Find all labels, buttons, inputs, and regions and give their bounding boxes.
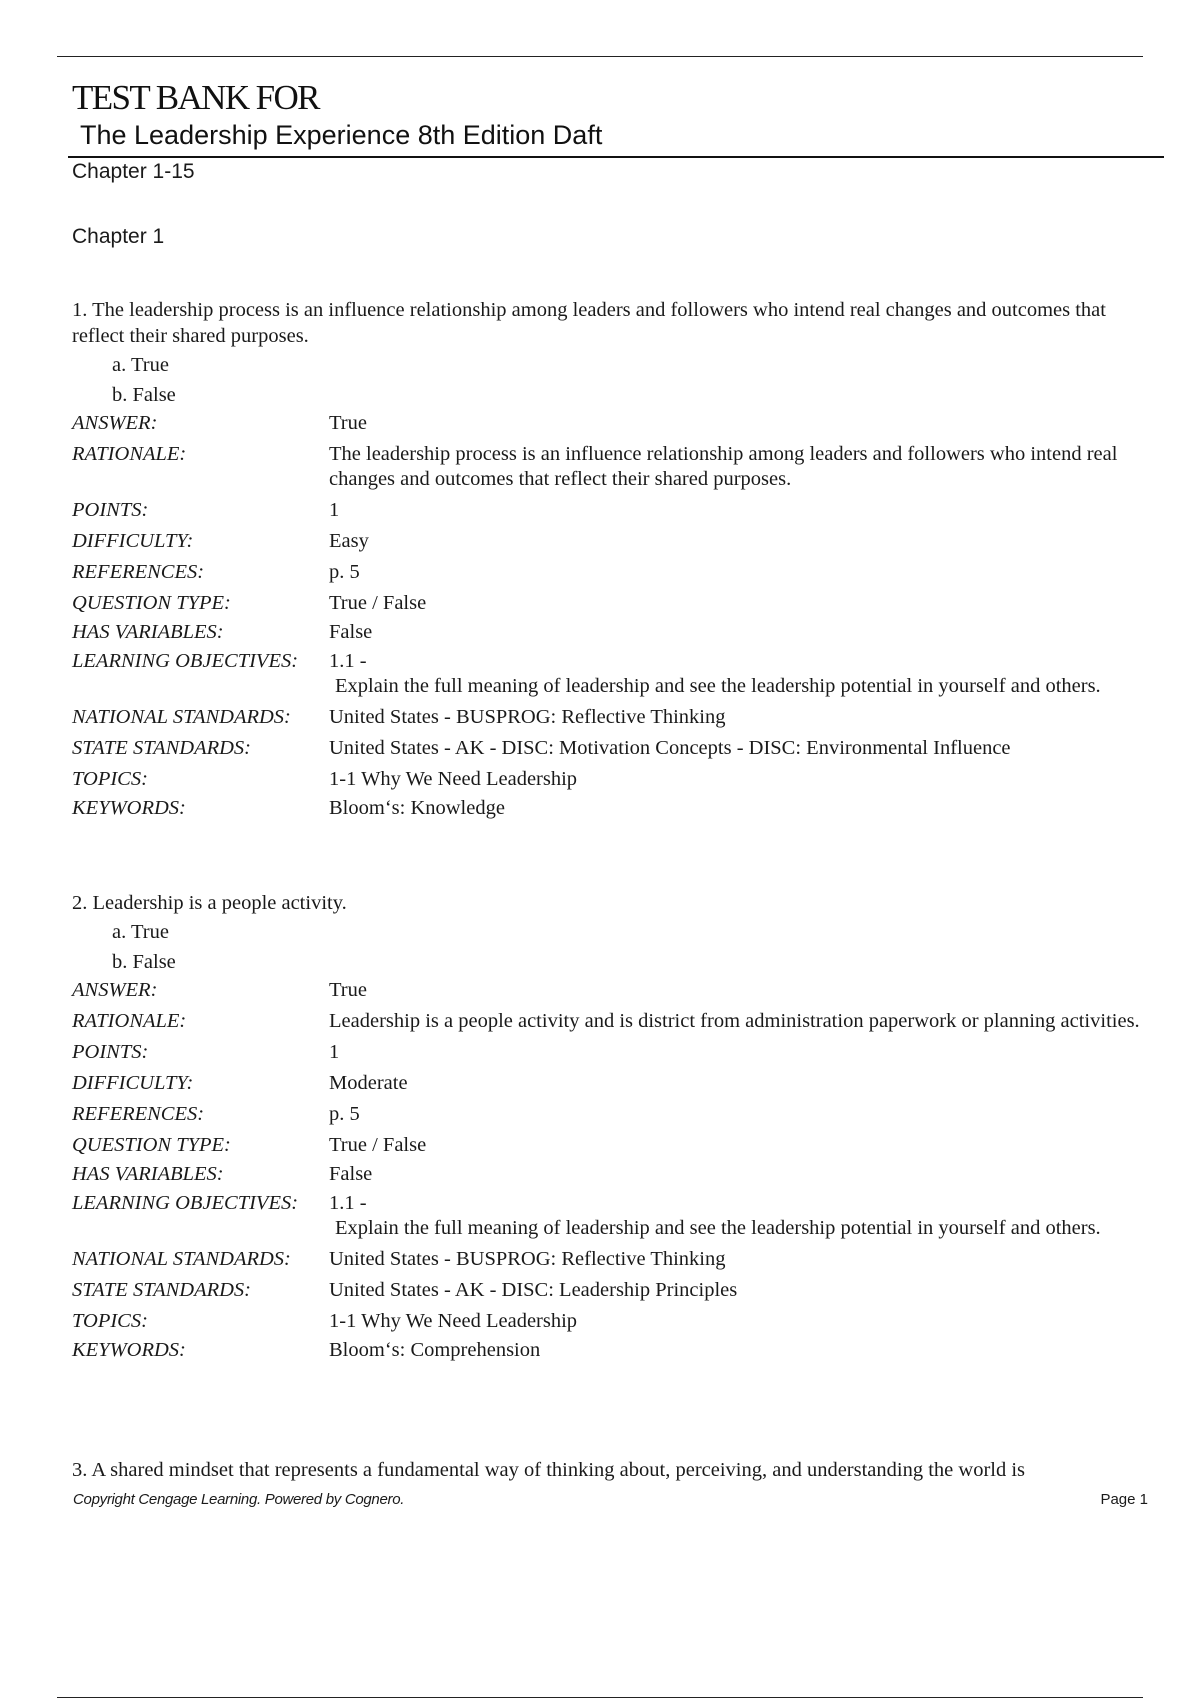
topics-value: 1-1 Why We Need Leadership: [329, 768, 578, 790]
references-label: REFERENCES:: [72, 1103, 205, 1125]
chapter-heading: Chapter 1: [72, 225, 165, 248]
question-type-row: [72, 591, 1162, 616]
learning-objectives-label: LEARNING OBJECTIVES:: [72, 650, 299, 672]
keywords-value: Bloom‘s: Comprehension: [329, 1339, 541, 1361]
choice-false: b. False: [112, 951, 176, 973]
has-variables-row: [72, 620, 1162, 645]
question-type-value: True / False: [329, 1134, 427, 1156]
references-row: [72, 1102, 1162, 1127]
rationale-label: RATIONALE:: [72, 443, 187, 465]
answer-row: [72, 411, 1162, 436]
points-row: [72, 498, 1162, 523]
rationale-value: The leadership process is an influence relationship among leaders and followers who intend real changes and outcomes that reflect their shared purposes.: [329, 443, 1118, 490]
national-standards-row: [72, 705, 1162, 730]
topics-row: [72, 1309, 1162, 1334]
topics-label: TOPICS:: [72, 1310, 148, 1332]
title-rule: [68, 156, 1164, 158]
answer-row: [72, 978, 1162, 1003]
learning-objectives-row: [72, 1191, 1162, 1241]
state-standards-row: [72, 736, 1162, 761]
question-type-label: QUESTION TYPE:: [72, 592, 231, 614]
difficulty-row: [72, 1071, 1162, 1096]
has-variables-value: False: [329, 1163, 373, 1185]
question-3: [72, 1457, 1162, 1483]
lo-code: 1.1 -: [329, 650, 367, 672]
answer-label: ANSWER:: [72, 412, 158, 434]
answer-value: True: [329, 412, 367, 434]
national-standards-row: [72, 1247, 1162, 1272]
state-standards-label: STATE STANDARDS:: [72, 1279, 251, 1301]
topics-value: 1-1 Why We Need Leadership: [329, 1310, 578, 1332]
document-subtitle: The Leadership Experience 8th Edition Daft: [80, 120, 603, 150]
top-rule: [57, 56, 1143, 57]
choice-true: a. True: [112, 921, 169, 943]
difficulty-label: DIFFICULTY:: [72, 1072, 194, 1094]
rationale-row: [72, 1009, 1162, 1034]
choice-true: a. True: [112, 354, 169, 376]
rationale-value: Leadership is a people activity and is district from administration paperwork or planning activities.: [329, 1010, 1140, 1032]
topics-label: TOPICS:: [72, 768, 148, 790]
points-label: POINTS:: [72, 499, 149, 521]
bottom-rule: [57, 1697, 1143, 1698]
rationale-row: [72, 442, 1162, 492]
footer-copyright: Copyright Cengage Learning. Powered by Cognero.: [73, 1491, 405, 1508]
topics-row: [72, 767, 1162, 792]
points-value: 1: [329, 499, 340, 521]
difficulty-row: [72, 529, 1162, 554]
points-row: [72, 1040, 1162, 1065]
question-stem: 2. Leadership is a people activity.: [72, 892, 347, 914]
references-value: p. 5: [329, 561, 360, 583]
state-standards-row: [72, 1278, 1162, 1303]
keywords-row: [72, 1338, 1162, 1363]
keywords-value: Bloom‘s: Knowledge: [329, 797, 505, 819]
state-standards-label: STATE STANDARDS:: [72, 737, 251, 759]
question-type-value: True / False: [329, 592, 427, 614]
question-type-row: [72, 1133, 1162, 1158]
references-row: [72, 560, 1162, 585]
learning-objectives-row: [72, 649, 1162, 699]
question-type-label: QUESTION TYPE:: [72, 1134, 231, 1156]
chapter-range: Chapter 1-15: [72, 160, 195, 183]
national-standards-value: United States - BUSPROG: Reflective Thinking: [329, 706, 726, 728]
rationale-label: RATIONALE:: [72, 1010, 187, 1032]
national-standards-value: United States - BUSPROG: Reflective Thinking: [329, 1248, 726, 1270]
learning-objectives-value: [329, 649, 1162, 699]
points-value: 1: [329, 1041, 340, 1063]
answer-value: True: [329, 979, 367, 1001]
national-standards-label: NATIONAL STANDARDS:: [72, 706, 291, 728]
references-label: REFERENCES:: [72, 561, 205, 583]
question-stem: 3. A shared mindset that represents a fundamental way of thinking about, perceiving, and understanding the world is: [72, 1459, 1026, 1481]
document-title: TEST BANK FOR: [72, 78, 319, 117]
has-variables-value: False: [329, 621, 373, 643]
page-number: Page 1: [1100, 1491, 1148, 1508]
learning-objectives-label: LEARNING OBJECTIVES:: [72, 1192, 299, 1214]
has-variables-label: HAS VARIABLES:: [72, 1163, 224, 1185]
question-2: [72, 890, 1162, 1369]
state-standards-value: United States - AK - DISC: Leadership Principles: [329, 1279, 738, 1301]
state-standards-value: United States - AK - DISC: Motivation Concepts - DISC: Environmental Influence: [329, 737, 1011, 759]
question-1: [72, 297, 1162, 827]
learning-objectives-value: [329, 1191, 1162, 1241]
question-stem: 1. The leadership process is an influence relationship among leaders and followers who intend real changes and outcomes that reflect their shared purposes.: [72, 299, 1106, 347]
difficulty-value: Moderate: [329, 1072, 408, 1094]
references-value: p. 5: [329, 1103, 360, 1125]
lo-text: Explain the full meaning of leadership and see the leadership potential in yourself and others.: [335, 675, 1101, 697]
has-variables-label: HAS VARIABLES:: [72, 621, 224, 643]
difficulty-label: DIFFICULTY:: [72, 530, 194, 552]
keywords-row: [72, 796, 1162, 821]
national-standards-label: NATIONAL STANDARDS:: [72, 1248, 291, 1270]
choice-false: b. False: [112, 384, 176, 406]
points-label: POINTS:: [72, 1041, 149, 1063]
keywords-label: KEYWORDS:: [72, 1339, 186, 1361]
lo-text: Explain the full meaning of leadership and see the leadership potential in yourself and others.: [335, 1217, 1101, 1239]
lo-code: 1.1 -: [329, 1192, 367, 1214]
keywords-label: KEYWORDS:: [72, 797, 186, 819]
difficulty-value: Easy: [329, 530, 369, 552]
answer-label: ANSWER:: [72, 979, 158, 1001]
has-variables-row: [72, 1162, 1162, 1187]
